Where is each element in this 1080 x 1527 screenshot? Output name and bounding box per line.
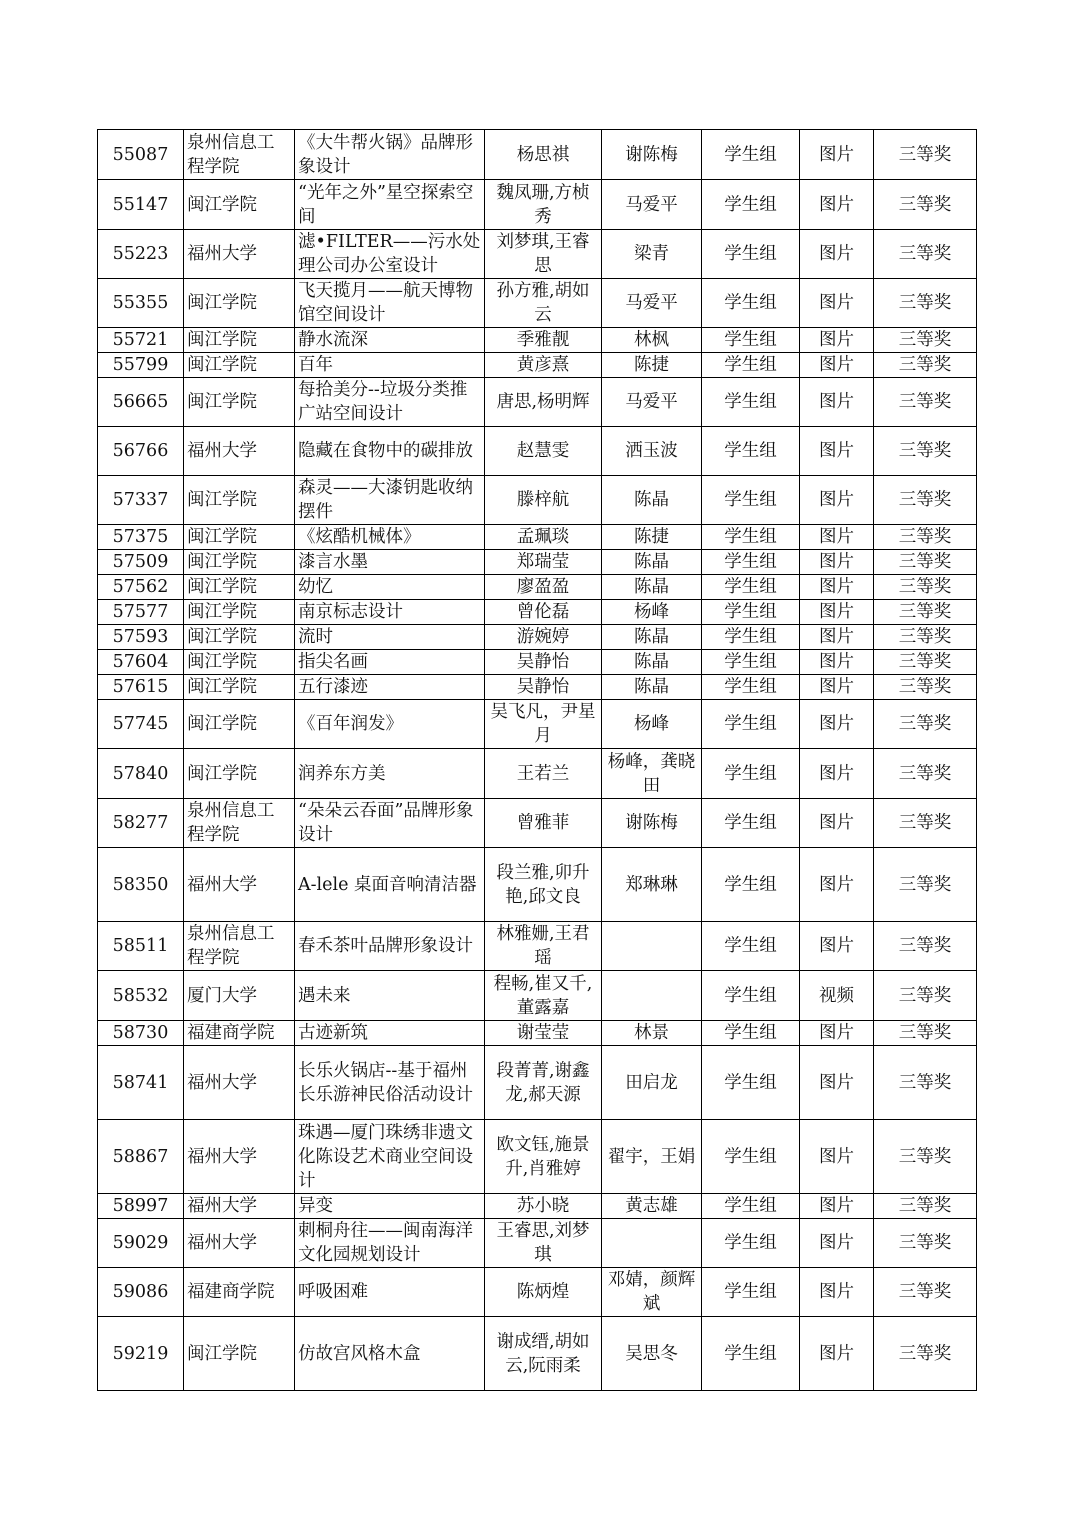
work-type-cell: 图片 [800, 1194, 874, 1219]
author-cell: 杨思祺 [485, 130, 602, 180]
group-cell: 学生组 [702, 130, 800, 180]
work-title-cell: A-lele 桌面音响清洁器 [295, 848, 485, 922]
work-type-cell: 图片 [800, 675, 874, 700]
work-title-cell: 珠遇—厦门珠绣非遗文化陈设艺术商业空间设计 [295, 1120, 485, 1194]
advisor-cell [602, 922, 702, 971]
award-cell: 三等奖 [874, 625, 977, 650]
school-cell: 福州大学 [184, 848, 295, 922]
author-cell: 欧文钰,施景升,肖雅婷 [485, 1120, 602, 1194]
group-cell: 学生组 [702, 922, 800, 971]
work-type-cell: 图片 [800, 353, 874, 378]
work-title-cell: 幼忆 [295, 575, 485, 600]
entry-id-cell: 57375 [98, 525, 184, 550]
work-type-cell: 图片 [800, 525, 874, 550]
table-row [98, 749, 977, 799]
award-cell: 三等奖 [874, 525, 977, 550]
work-type-cell: 图片 [800, 279, 874, 328]
table-row [98, 971, 977, 1021]
award-cell: 三等奖 [874, 675, 977, 700]
work-type-cell: 图片 [800, 230, 874, 279]
entry-id-cell: 58350 [98, 848, 184, 922]
advisor-cell: 黄志雄 [602, 1194, 702, 1219]
work-title-cell: 《百年润发》 [295, 700, 485, 749]
entry-id-cell: 56766 [98, 427, 184, 476]
entry-id-cell: 57840 [98, 749, 184, 799]
author-cell: 吴静怡 [485, 675, 602, 700]
award-cell: 三等奖 [874, 130, 977, 180]
author-cell: 程畅,崔又千,董露嘉 [485, 971, 602, 1021]
author-cell: 黄彦熹 [485, 353, 602, 378]
group-cell: 学生组 [702, 1046, 800, 1120]
award-cell: 三等奖 [874, 650, 977, 675]
author-cell: 曾雅菲 [485, 799, 602, 848]
advisor-cell: 马爱平 [602, 378, 702, 427]
author-cell: 孟珮琰 [485, 525, 602, 550]
award-cell: 三等奖 [874, 848, 977, 922]
entry-id-cell: 57615 [98, 675, 184, 700]
award-cell: 三等奖 [874, 328, 977, 353]
advisor-cell: 邓婧，颜辉斌 [602, 1268, 702, 1317]
entry-id-cell: 58511 [98, 922, 184, 971]
advisor-cell: 陈晶 [602, 675, 702, 700]
table-row [98, 1120, 977, 1194]
work-type-cell: 图片 [800, 180, 874, 230]
table-row [98, 575, 977, 600]
entry-id-cell: 55223 [98, 230, 184, 279]
author-cell: 苏小晓 [485, 1194, 602, 1219]
school-cell: 福建商学院 [184, 1021, 295, 1046]
table-row [98, 1219, 977, 1268]
entry-id-cell: 57745 [98, 700, 184, 749]
group-cell: 学生组 [702, 1268, 800, 1317]
award-cell: 三等奖 [874, 1120, 977, 1194]
entry-id-cell: 55799 [98, 353, 184, 378]
school-cell: 闽江学院 [184, 279, 295, 328]
school-cell: 闽江学院 [184, 476, 295, 525]
advisor-cell: 陈捷 [602, 353, 702, 378]
work-type-cell: 图片 [800, 625, 874, 650]
entry-id-cell: 58532 [98, 971, 184, 1021]
table-row [98, 180, 977, 230]
award-cell: 三等奖 [874, 971, 977, 1021]
work-title-cell: 《炫酷机械体》 [295, 525, 485, 550]
author-cell: 魏凤珊,方桢秀 [485, 180, 602, 230]
school-cell: 闽江学院 [184, 650, 295, 675]
advisor-cell: 谢陈梅 [602, 130, 702, 180]
school-cell: 闽江学院 [184, 625, 295, 650]
author-cell: 季雅靓 [485, 328, 602, 353]
award-cell: 三等奖 [874, 230, 977, 279]
table-row [98, 650, 977, 675]
work-title-cell: 漆言水墨 [295, 550, 485, 575]
advisor-cell: 洒玉波 [602, 427, 702, 476]
work-title-cell: 南京标志设计 [295, 600, 485, 625]
advisor-cell: 梁青 [602, 230, 702, 279]
school-cell: 福州大学 [184, 1046, 295, 1120]
table-row [98, 675, 977, 700]
author-cell: 段兰雅,卯升艳,邱文良 [485, 848, 602, 922]
work-type-cell: 图片 [800, 550, 874, 575]
table-row [98, 328, 977, 353]
author-cell: 唐思,杨明辉 [485, 378, 602, 427]
table-row [98, 130, 977, 180]
table-row [98, 1317, 977, 1391]
table-row [98, 799, 977, 848]
entry-id-cell: 55721 [98, 328, 184, 353]
advisor-cell: 杨峰 [602, 600, 702, 625]
school-cell: 闽江学院 [184, 675, 295, 700]
school-cell: 闽江学院 [184, 525, 295, 550]
school-cell: 福州大学 [184, 1219, 295, 1268]
advisor-cell: 马爱平 [602, 279, 702, 328]
award-cell: 三等奖 [874, 353, 977, 378]
entry-id-cell: 57604 [98, 650, 184, 675]
author-cell: 谢莹莹 [485, 1021, 602, 1046]
table-row [98, 600, 977, 625]
school-cell: 闽江学院 [184, 378, 295, 427]
author-cell: 游婉婷 [485, 625, 602, 650]
award-cell: 三等奖 [874, 1219, 977, 1268]
work-type-cell: 图片 [800, 650, 874, 675]
award-cell: 三等奖 [874, 600, 977, 625]
awards-table [97, 129, 977, 1391]
author-cell: 滕梓航 [485, 476, 602, 525]
work-title-cell: 异变 [295, 1194, 485, 1219]
work-title-cell: 森灵——大漆钥匙收纳摆件 [295, 476, 485, 525]
work-type-cell: 图片 [800, 700, 874, 749]
school-cell: 闽江学院 [184, 700, 295, 749]
author-cell: 吴飞凡，尹星月 [485, 700, 602, 749]
table-row [98, 353, 977, 378]
work-title-cell: 飞天揽月——航天博物馆空间设计 [295, 279, 485, 328]
work-title-cell: 刺桐舟往——闽南海洋文化园规划设计 [295, 1219, 485, 1268]
table-body [98, 130, 977, 1391]
work-type-cell: 图片 [800, 749, 874, 799]
author-cell: 王睿思,刘梦琪 [485, 1219, 602, 1268]
work-title-cell: 遇未来 [295, 971, 485, 1021]
advisor-cell: 杨峰，龚晓田 [602, 749, 702, 799]
advisor-cell: 杨峰 [602, 700, 702, 749]
work-type-cell: 图片 [800, 1046, 874, 1120]
advisor-cell [602, 971, 702, 1021]
table-row [98, 1046, 977, 1120]
work-type-cell: 图片 [800, 922, 874, 971]
award-cell: 三等奖 [874, 550, 977, 575]
school-cell: 福州大学 [184, 427, 295, 476]
table-row [98, 550, 977, 575]
group-cell: 学生组 [702, 700, 800, 749]
award-cell: 三等奖 [874, 1021, 977, 1046]
group-cell: 学生组 [702, 675, 800, 700]
school-cell: 闽江学院 [184, 1317, 295, 1391]
school-cell: 泉州信息工程学院 [184, 799, 295, 848]
work-type-cell: 图片 [800, 848, 874, 922]
award-cell: 三等奖 [874, 180, 977, 230]
author-cell: 吴静怡 [485, 650, 602, 675]
advisor-cell: 陈捷 [602, 525, 702, 550]
table-row [98, 700, 977, 749]
entry-id-cell: 58867 [98, 1120, 184, 1194]
group-cell: 学生组 [702, 1021, 800, 1046]
work-title-cell: 隐藏在食物中的碳排放 [295, 427, 485, 476]
entry-id-cell: 59029 [98, 1219, 184, 1268]
school-cell: 闽江学院 [184, 328, 295, 353]
table-row [98, 476, 977, 525]
author-cell: 曾伦磊 [485, 600, 602, 625]
author-cell: 陈炳煌 [485, 1268, 602, 1317]
group-cell: 学生组 [702, 1317, 800, 1391]
entry-id-cell: 57562 [98, 575, 184, 600]
award-cell: 三等奖 [874, 427, 977, 476]
work-title-cell: 仿故宫风格木盒 [295, 1317, 485, 1391]
award-cell: 三等奖 [874, 575, 977, 600]
table-row [98, 1268, 977, 1317]
school-cell: 闽江学院 [184, 180, 295, 230]
entry-id-cell: 55355 [98, 279, 184, 328]
work-type-cell: 图片 [800, 130, 874, 180]
award-cell: 三等奖 [874, 922, 977, 971]
entry-id-cell: 57593 [98, 625, 184, 650]
advisor-cell: 郑琳琳 [602, 848, 702, 922]
work-title-cell: 长乐火锅店--基于福州长乐游神民俗活动设计 [295, 1046, 485, 1120]
entry-id-cell: 58997 [98, 1194, 184, 1219]
advisor-cell: 田启龙 [602, 1046, 702, 1120]
school-cell: 福州大学 [184, 230, 295, 279]
school-cell: 福州大学 [184, 1194, 295, 1219]
work-title-cell: 流时 [295, 625, 485, 650]
author-cell: 赵慧雯 [485, 427, 602, 476]
work-type-cell: 图片 [800, 1021, 874, 1046]
work-type-cell: 图片 [800, 1120, 874, 1194]
school-cell: 福州大学 [184, 1120, 295, 1194]
table-row [98, 525, 977, 550]
school-cell: 泉州信息工程学院 [184, 130, 295, 180]
table-row [98, 922, 977, 971]
group-cell: 学生组 [702, 525, 800, 550]
work-type-cell: 图片 [800, 1317, 874, 1391]
award-cell: 三等奖 [874, 700, 977, 749]
advisor-cell: 马爱平 [602, 180, 702, 230]
advisor-cell: 陈晶 [602, 550, 702, 575]
advisor-cell: 林景 [602, 1021, 702, 1046]
entry-id-cell: 55087 [98, 130, 184, 180]
group-cell: 学生组 [702, 650, 800, 675]
entry-id-cell: 58730 [98, 1021, 184, 1046]
work-type-cell: 图片 [800, 1268, 874, 1317]
table-row [98, 1194, 977, 1219]
award-cell: 三等奖 [874, 799, 977, 848]
table-row [98, 1021, 977, 1046]
work-type-cell: 视频 [800, 971, 874, 1021]
work-type-cell: 图片 [800, 328, 874, 353]
author-cell: 刘梦琪,王睿思 [485, 230, 602, 279]
advisor-cell: 陈晶 [602, 476, 702, 525]
advisor-cell: 谢陈梅 [602, 799, 702, 848]
award-cell: 三等奖 [874, 476, 977, 525]
author-cell: 廖盈盈 [485, 575, 602, 600]
work-type-cell: 图片 [800, 600, 874, 625]
table-row [98, 279, 977, 328]
group-cell: 学生组 [702, 427, 800, 476]
work-type-cell: 图片 [800, 378, 874, 427]
work-title-cell: 春禾茶叶品牌形象设计 [295, 922, 485, 971]
award-cell: 三等奖 [874, 279, 977, 328]
group-cell: 学生组 [702, 749, 800, 799]
entry-id-cell: 55147 [98, 180, 184, 230]
advisor-cell [602, 1219, 702, 1268]
advisor-cell: 翟宇，王娟 [602, 1120, 702, 1194]
entry-id-cell: 57509 [98, 550, 184, 575]
advisor-cell: 陈晶 [602, 575, 702, 600]
group-cell: 学生组 [702, 1194, 800, 1219]
table-row [98, 378, 977, 427]
table-row [98, 848, 977, 922]
group-cell: 学生组 [702, 848, 800, 922]
group-cell: 学生组 [702, 353, 800, 378]
group-cell: 学生组 [702, 180, 800, 230]
school-cell: 闽江学院 [184, 550, 295, 575]
author-cell: 郑瑞莹 [485, 550, 602, 575]
group-cell: 学生组 [702, 1219, 800, 1268]
group-cell: 学生组 [702, 625, 800, 650]
work-title-cell: 百年 [295, 353, 485, 378]
group-cell: 学生组 [702, 328, 800, 353]
group-cell: 学生组 [702, 476, 800, 525]
work-type-cell: 图片 [800, 799, 874, 848]
author-cell: 王若兰 [485, 749, 602, 799]
work-title-cell: 呼吸困难 [295, 1268, 485, 1317]
school-cell: 厦门大学 [184, 971, 295, 1021]
work-title-cell: 指尖名画 [295, 650, 485, 675]
group-cell: 学生组 [702, 799, 800, 848]
award-cell: 三等奖 [874, 378, 977, 427]
table-row [98, 625, 977, 650]
group-cell: 学生组 [702, 230, 800, 279]
group-cell: 学生组 [702, 575, 800, 600]
entry-id-cell: 58277 [98, 799, 184, 848]
award-cell: 三等奖 [874, 1046, 977, 1120]
work-title-cell: 滤•FILTER——污水处理公司办公室设计 [295, 230, 485, 279]
group-cell: 学生组 [702, 600, 800, 625]
entry-id-cell: 59219 [98, 1317, 184, 1391]
table-row [98, 230, 977, 279]
school-cell: 闽江学院 [184, 600, 295, 625]
work-title-cell: 每拾美分--垃圾分类推广站空间设计 [295, 378, 485, 427]
group-cell: 学生组 [702, 1120, 800, 1194]
author-cell: 林雅姗,王君瑶 [485, 922, 602, 971]
entry-id-cell: 58741 [98, 1046, 184, 1120]
group-cell: 学生组 [702, 378, 800, 427]
school-cell: 闽江学院 [184, 575, 295, 600]
group-cell: 学生组 [702, 279, 800, 328]
school-cell: 闽江学院 [184, 749, 295, 799]
award-cell: 三等奖 [874, 1268, 977, 1317]
work-type-cell: 图片 [800, 575, 874, 600]
school-cell: 泉州信息工程学院 [184, 922, 295, 971]
entry-id-cell: 57577 [98, 600, 184, 625]
work-type-cell: 图片 [800, 427, 874, 476]
work-title-cell: “光年之外”星空探索空间 [295, 180, 485, 230]
work-title-cell: 五行漆迹 [295, 675, 485, 700]
table-row [98, 427, 977, 476]
author-cell: 段菁菁,谢鑫龙,郝天源 [485, 1046, 602, 1120]
advisor-cell: 陈晶 [602, 625, 702, 650]
entry-id-cell: 57337 [98, 476, 184, 525]
group-cell: 学生组 [702, 550, 800, 575]
advisor-cell: 陈晶 [602, 650, 702, 675]
author-cell: 孙方雅,胡如云 [485, 279, 602, 328]
advisor-cell: 林枫 [602, 328, 702, 353]
award-cell: 三等奖 [874, 749, 977, 799]
work-type-cell: 图片 [800, 1219, 874, 1268]
group-cell: 学生组 [702, 971, 800, 1021]
work-title-cell: 润养东方美 [295, 749, 485, 799]
entry-id-cell: 56665 [98, 378, 184, 427]
school-cell: 福建商学院 [184, 1268, 295, 1317]
advisor-cell: 吴思冬 [602, 1317, 702, 1391]
author-cell: 谢成缙,胡如云,阮雨柔 [485, 1317, 602, 1391]
award-cell: 三等奖 [874, 1194, 977, 1219]
work-type-cell: 图片 [800, 476, 874, 525]
work-title-cell: 古迹新筑 [295, 1021, 485, 1046]
school-cell: 闽江学院 [184, 353, 295, 378]
work-title-cell: 《大牛帮火锅》品牌形象设计 [295, 130, 485, 180]
work-title-cell: 静水流深 [295, 328, 485, 353]
work-title-cell: “朵朵云吞面”品牌形象设计 [295, 799, 485, 848]
entry-id-cell: 59086 [98, 1268, 184, 1317]
award-cell: 三等奖 [874, 1317, 977, 1391]
